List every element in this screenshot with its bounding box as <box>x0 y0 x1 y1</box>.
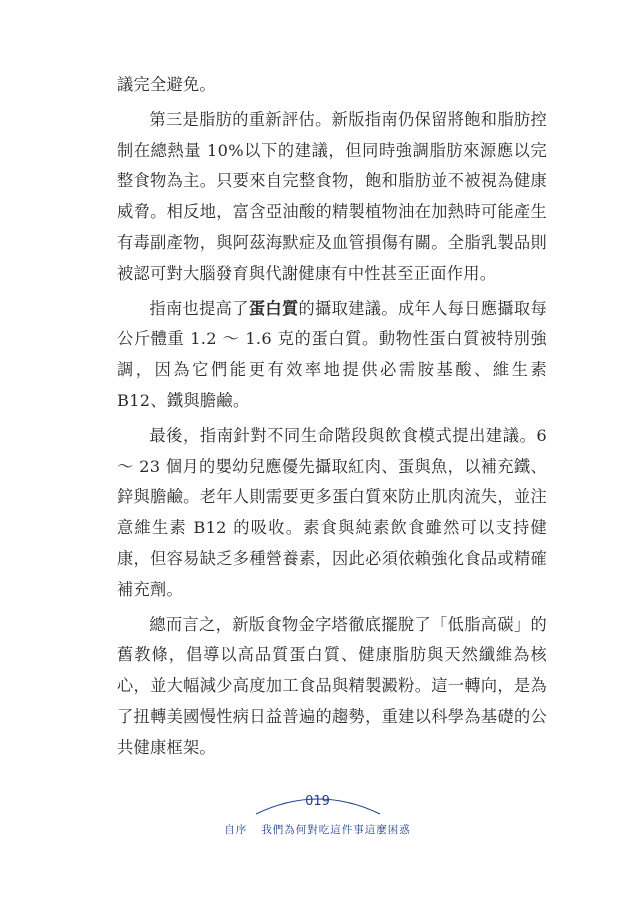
paragraph-3-bold: 蛋白質 <box>248 298 299 318</box>
paragraph-4: 最後，指南針對不同生命階段與飲食模式提出建議。6 ～ 23 個月的嬰幼兒應優先攝取紅肉、蛋與魚，以補充鐵、鋅與膽鹼。老年人則需要更多蛋白質來防止肌肉流失，並注意維生素 B12 的吸收。素食與純素飲食雖然可以支持健康，但容易缺乏多種營養素，因此必須依賴強化食品或精確補充劑。 <box>117 425 547 599</box>
paragraph-1: 議完全避免。 <box>117 75 216 94</box>
page-number-ornament <box>248 790 388 816</box>
page-number: 019 <box>305 794 330 809</box>
running-head-section: 自序 <box>224 824 248 836</box>
body-text <box>117 70 547 764</box>
paragraph-3-pre: 指南也提高了 <box>149 298 249 318</box>
running-head-title: 我們為何對吃這件事這麼困惑 <box>261 824 411 836</box>
paragraph-2: 第三是脂肪的重新評估。新版指南仍保留將飽和脂肪控制在總熱量 10%以下的建議，但同時強調脂肪來源應以完整食物為主。只要來自完整食物，飽和脂肪並不被視為健康威脅。相反地，富含亞油酸的精製植物油在加熱時可能產生有毒副產物，與阿茲海默症及血管損傷有關。全脂乳製品則被認可對大腦發育與代謝健康有中性甚至正面作用。 <box>117 109 547 283</box>
page-footer <box>0 790 635 837</box>
paragraph-3-post: 的攝取建議。成年人每日應攝取每公斤體重 1.2 ～ 1.6 克的蛋白質。動物性蛋白質被特別強調，因為它們能更有效率地提供必需胺基酸、維生素 B12、鐵與膽鹼。 <box>117 298 547 410</box>
paragraph-3 <box>117 294 547 417</box>
paragraph-5: 總而言之，新版食物金字塔徹底擺脫了「低脂高碳」的舊教條，倡導以高品質蛋白質、健康脂肪與天然纖維為核心，並大幅減少高度加工食品與精製澱粉。這一轉向，是為了扭轉美國慢性病日益普遍的趨勢，重建以科學為基礎的公共健康框架。 <box>117 614 547 757</box>
running-head <box>0 822 635 837</box>
